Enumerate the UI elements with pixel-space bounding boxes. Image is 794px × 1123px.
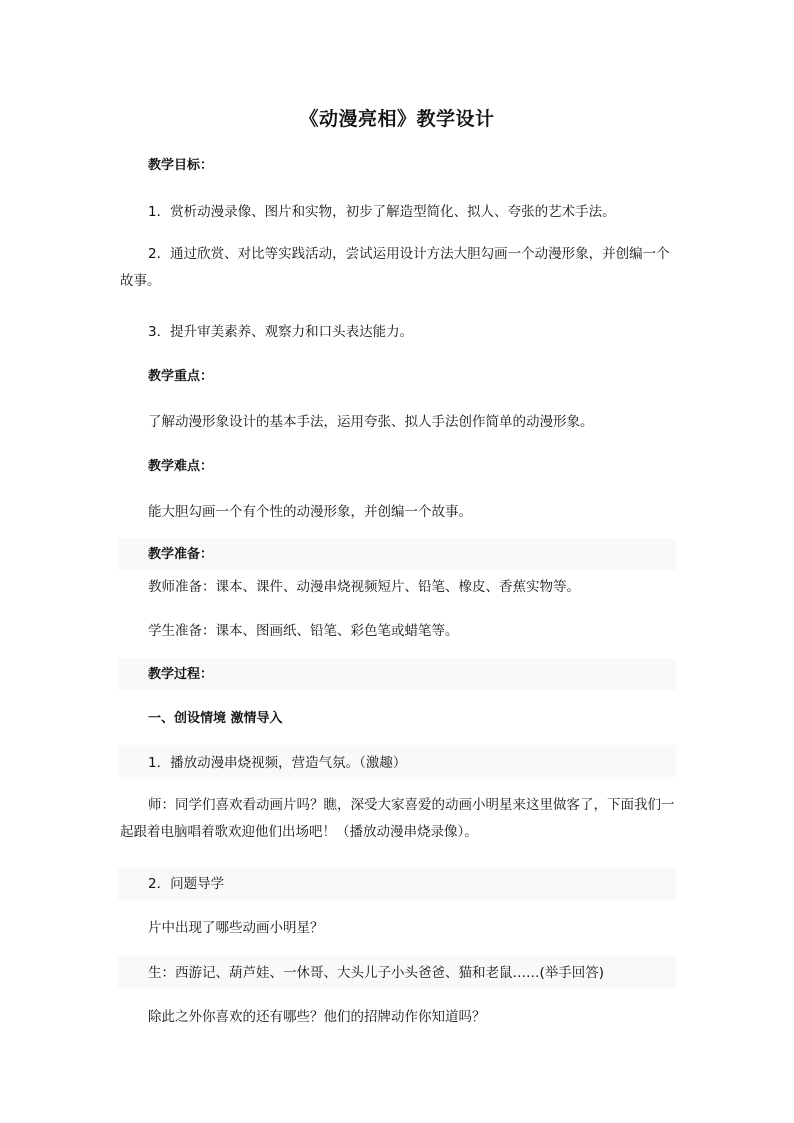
objective-item-2: 2．通过欣赏、对比等实践活动，尝试运用设计方法大胆勾画一个动漫形象，并创编一个故事。	[120, 246, 670, 289]
step-1: 1．播放动漫串烧视频，营造气氛。（激趣）	[148, 755, 407, 771]
student-preparation: 学生准备：课本、图画纸、铅笔、彩色笔或蜡笔等。	[148, 623, 459, 639]
question-1: 片中出现了哪些动画小明星？	[148, 920, 324, 936]
step-2: 2．问题导学	[148, 876, 225, 892]
process-heading: 教学过程：	[148, 667, 214, 682]
student-answer: 生：西游记、葫芦娃、一休哥、大头儿子小头爸爸、猫和老鼠……(举手回答)	[148, 965, 605, 981]
teacher-preparation: 教师准备：课本、课件、动漫串烧视频短片、铅笔、橡皮、香蕉实物等。	[148, 579, 580, 595]
teacher-dialogue: 师：同学们喜欢看动画片吗？瞧，深受大家喜爱的动画小明星来这里做客了，下面我们一起跟着电脑唱着歌欢迎他们出场吧！（播放动漫串烧录像）。	[120, 797, 675, 840]
key-points-heading: 教学重点：	[148, 369, 214, 384]
question-2: 除此之外你喜欢的还有哪些？他们的招牌动作你知道吗？	[148, 1009, 486, 1025]
objective-item-3: 3．提升审美素养、观察力和口头表达能力。	[148, 324, 414, 340]
preparation-heading: 教学准备：	[148, 547, 214, 562]
key-points-text: 了解动漫形象设计的基本手法，运用夸张、拟人手法创作简单的动漫形象。	[148, 414, 594, 430]
difficulties-heading: 教学难点：	[148, 459, 214, 474]
section-1-heading: 一、创设情境 激情导入	[148, 711, 283, 726]
objectives-heading: 教学目标：	[148, 158, 214, 173]
difficulties-text: 能大胆勾画一个有个性的动漫形象，并创编一个故事。	[148, 504, 472, 520]
page-title: 《动漫亮相》教学设计	[299, 108, 495, 130]
objective-item-1: 1．赏析动漫录像、图片和实物，初步了解造型简化、拟人、夸张的艺术手法。	[148, 204, 616, 220]
